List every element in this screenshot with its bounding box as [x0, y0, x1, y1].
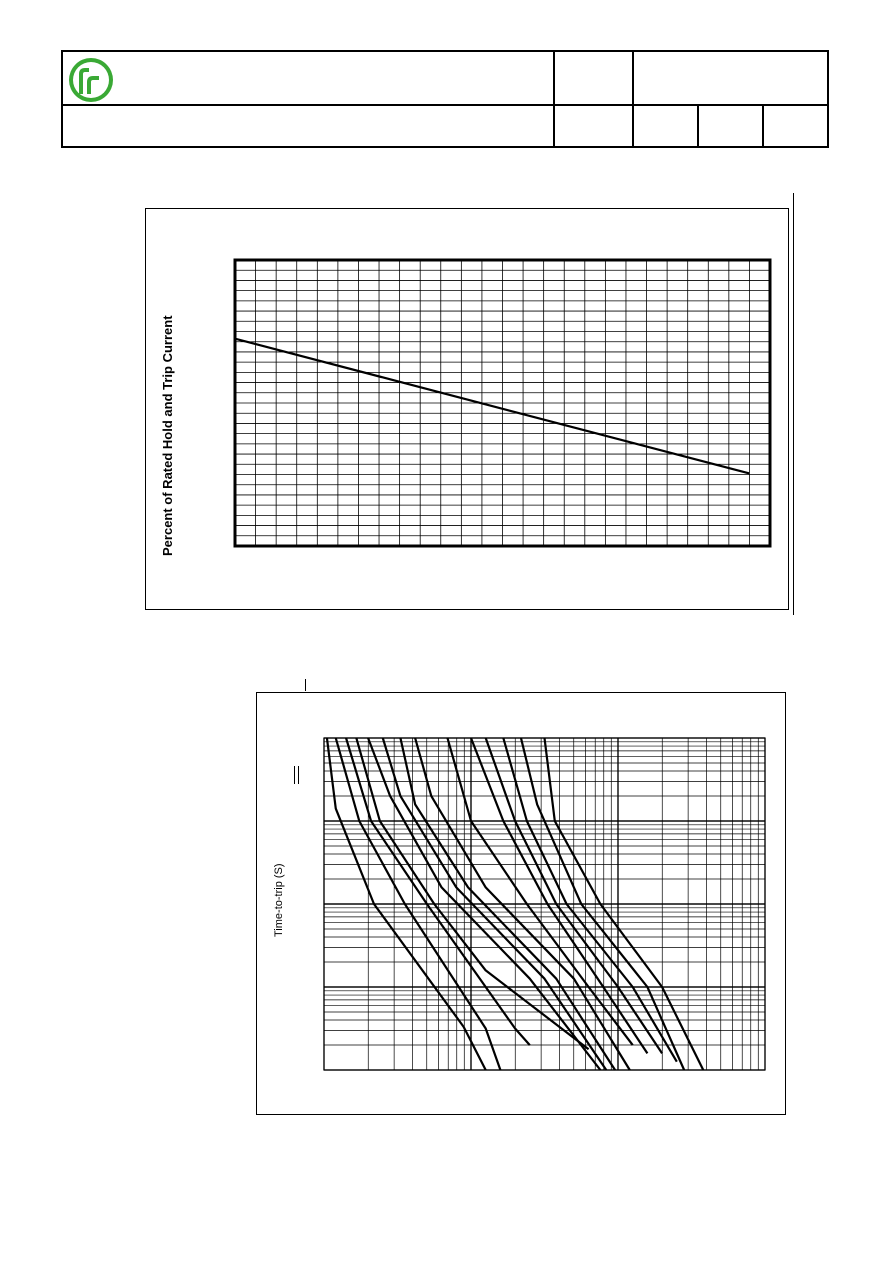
trip-curve	[503, 738, 676, 1062]
trip-time-y-axis-label: Time-to-trip (S)	[273, 863, 285, 937]
derating-y-axis-label: Percent of Rated Hold and Trip Current	[160, 315, 175, 556]
trip-curve	[356, 738, 588, 1049]
